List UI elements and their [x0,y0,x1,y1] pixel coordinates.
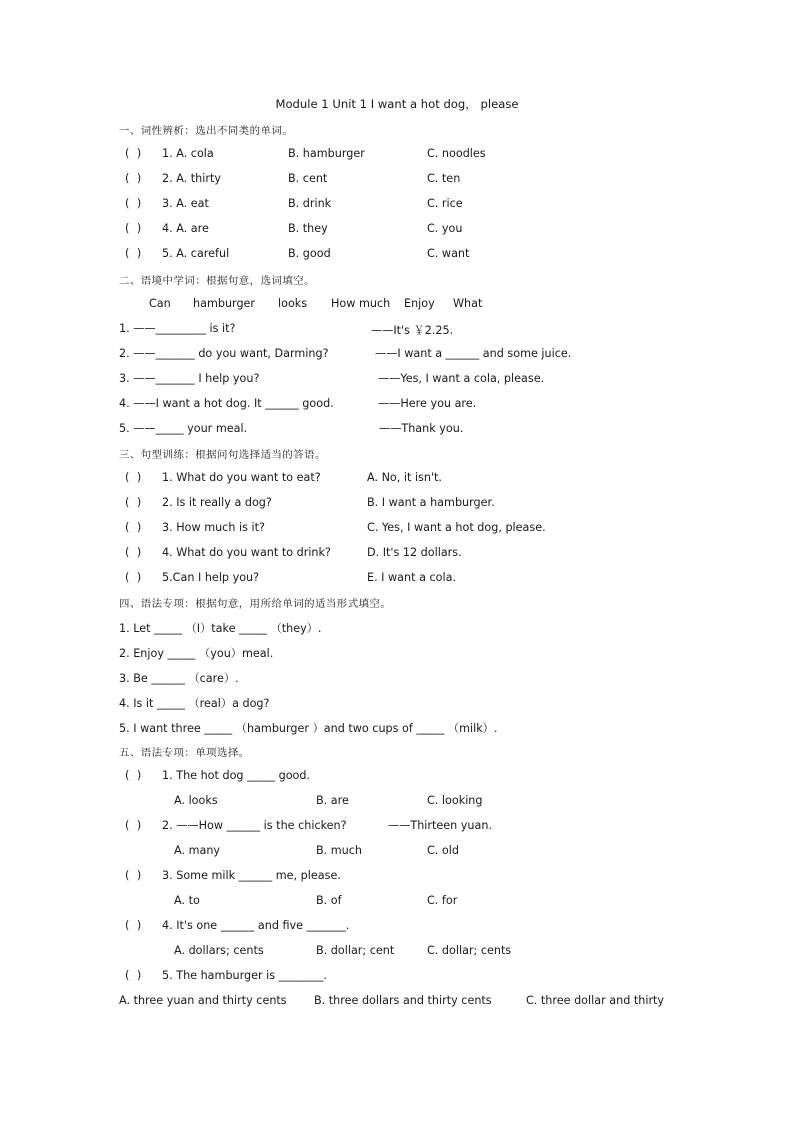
s3-item: ( ) 3. How much is it? C. Yes, I want a hot dog, please. [125,521,546,534]
s5-question: ( ) 5. The hamburger is ________. [125,969,327,982]
answer-paren[interactable]: ( ) [125,222,144,235]
blank-sentence[interactable]: 1. Let _____ （I）take _____ （they）. [119,622,322,635]
option-c[interactable]: C. for [427,894,458,907]
s5-options [0,844,794,862]
answer-paren[interactable]: ( ) [125,546,144,559]
word-bank-item: Enjoy [404,297,435,310]
answer-paren[interactable]: ( ) [125,197,144,210]
s1-item: ( ) 1. A. cola B. hamburger C. noodles [125,147,486,160]
word-bank-item: looks [278,297,308,310]
answer-paren[interactable]: ( ) [125,969,144,982]
option-a[interactable]: A. looks [174,794,218,807]
s3-item: ( ) 1. What do you want to eat? A. No, it isn't. [125,471,442,484]
blank-sentence[interactable]: 5. I want three _____ （hamburger ）and two cups of _____ （milk）. [119,722,498,735]
word-bank-item: How much [331,297,391,310]
option-b[interactable]: B. are [316,794,349,807]
word-bank-item: Can [149,297,171,310]
s1-item: ( ) 3. A. eat B. drink C. rice [125,197,463,210]
word-bank [0,297,794,315]
s2-item: 5. ——_____ your meal. ——Thank you. [119,422,464,435]
s2-item: 2. ——_______ do you want, Darming? ——I want a ______ and some juice. [119,347,572,360]
blank-sentence[interactable]: 4. ——I want a hot dog. It ______ good. [119,397,334,410]
answer-paren[interactable]: ( ) [125,471,144,484]
s2-item: 4. ——I want a hot dog. It ______ good. ——Here you are. [119,397,477,410]
section-4-heading: 四、语法专项：根据句意，用所给单词的适当形式填空。 [119,598,392,610]
s5-options [0,894,794,912]
s1-item: ( ) 4. A. are B. they C. you [125,222,463,235]
option-a[interactable]: A. dollars; cents [174,944,264,957]
word-bank-item: hamburger [193,297,256,310]
s5-question: ( ) 1. The hot dog _____ good. [125,769,311,782]
answer-paren[interactable]: ( ) [125,147,144,160]
option-c[interactable]: C. old [427,844,459,857]
blank-sentence[interactable]: 2. ——_______ do you want, Darming? [119,347,329,360]
s5-options [0,794,794,812]
answer-paren[interactable]: ( ) [125,869,144,882]
s5-options [0,994,794,1012]
s2-item: 1. ——_________ is it? ——It's ￥2.25. [119,322,454,337]
s4-item [0,670,794,688]
blank-sentence[interactable]: 1. ——_________ is it? [119,322,236,335]
option-c[interactable]: C. dollar; cents [427,944,512,957]
blank-sentence[interactable]: 4. Is it _____ （real）a dog? [119,697,270,710]
section-1-heading: 一、词性辨析：选出不同类的单词。 [119,125,294,137]
option-b[interactable]: B. three dollars and thirty cents [314,994,492,1007]
section-5-heading: 五、语法专项：单项选择。 [119,747,250,759]
s5-question: ( ) 4. It's one ______ and five _______. [125,919,350,932]
s4-item [0,645,794,663]
word-bank-item: What [453,297,483,310]
option-c[interactable]: C. three dollar and thirty [526,994,665,1007]
s4-item [0,620,794,638]
answer-paren[interactable]: ( ) [125,496,144,509]
section-3-heading: 三、句型训练：根据问句选择适当的答语。 [119,449,326,461]
page-title: Module 1 Unit 1 I want a hot dog， please [275,97,519,111]
option-a[interactable]: A. three yuan and thirty cents [119,994,287,1007]
answer-paren[interactable]: ( ) [125,819,144,832]
option-b[interactable]: B. much [316,844,363,857]
section-2-heading: 二、语境中学词：根据句意，选词填空。 [119,275,316,287]
answer-paren[interactable]: ( ) [125,521,144,534]
blank-sentence[interactable]: 5. ——_____ your meal. [119,422,248,435]
option-b[interactable]: B. of [316,894,342,907]
s4-item [0,695,794,713]
blank-sentence[interactable]: 3. Be ______ （care）. [119,672,239,685]
blank-sentence[interactable]: 2. Enjoy _____ （you）meal. [119,647,274,660]
s2-item: 3. ——_______ I help you? ——Yes, I want a cola, please. [119,372,545,385]
answer-paren[interactable]: ( ) [125,571,144,584]
s5-question: ( ) 3. Some milk ______ me, please. [125,869,341,882]
s5-question: ( ) 2. ——How ______ is the chicken? ——Thirteen yuan. [125,819,493,832]
answer-paren[interactable]: ( ) [125,172,144,185]
s5-options [0,944,794,962]
answer-paren[interactable]: ( ) [125,919,144,932]
s1-item: ( ) 5. A. careful B. good C. want [125,247,470,260]
option-a[interactable]: A. to [174,894,200,907]
s3-item: ( ) 5.Can I help you? E. I want a cola. [125,571,457,584]
answer-paren[interactable]: ( ) [125,769,144,782]
blank-sentence[interactable]: 3. ——_______ I help you? [119,372,260,385]
s3-item: ( ) 4. What do you want to drink? D. It's 12 dollars. [125,546,462,559]
s4-item [0,720,794,738]
option-b[interactable]: B. dollar; cent [316,944,395,957]
answer-paren[interactable]: ( ) [125,247,144,260]
option-a[interactable]: A. many [174,844,221,857]
s1-item: ( ) 2. A. thirty B. cent C. ten [125,172,461,185]
s3-item: ( ) 2. Is it really a dog? B. I want a hamburger. [125,496,495,509]
option-c[interactable]: C. looking [427,794,483,807]
